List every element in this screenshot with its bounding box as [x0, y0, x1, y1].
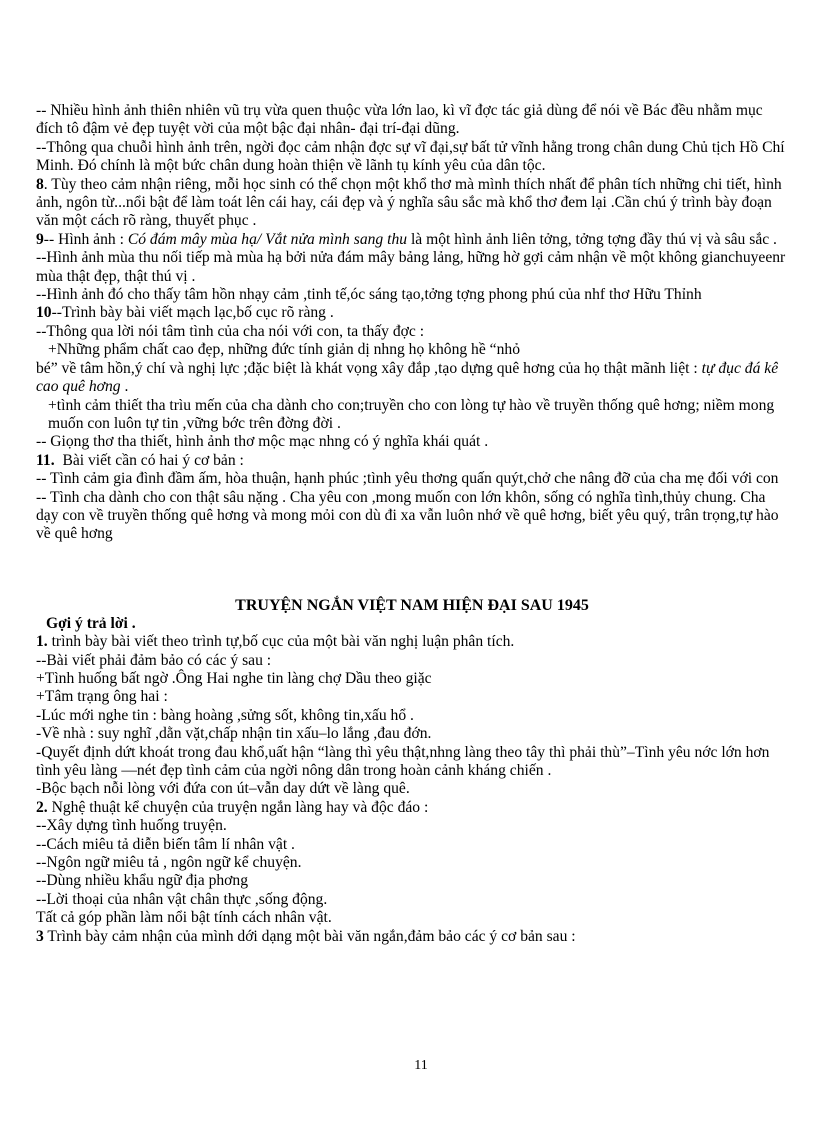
paragraph-text: --Trình bày bài viết mạch lạc,bố cục rõ ràng .: [51, 304, 334, 322]
item-number: 11.: [36, 451, 55, 469]
item-number: 10: [36, 304, 52, 322]
paragraph: --Thông qua chuỗi hình ảnh trên, ngời đọc cảm nhận đợc sự vĩ đại,sự bất tử vĩnh hằng trong chân dung Chủ tịch Hồ Chí Minh. Đó chính là một bức chân dung hoàn thiện về lãnh tụ kính yêu của dân tộc.: [36, 138, 785, 175]
paragraph: --Hình ảnh mùa thu nối tiếp mà mùa hạ bởi nửa đám mây bảng lảng, hững hờ gợi cảm nhận về một không gianchuyeenr mùa thật đẹp, thật thú vị .: [36, 249, 786, 285]
paragraph: -- Tình cha dành cho con thật sâu nặng . Cha yêu con ,mong muốn con lớn khôn, sống có nghĩa tình,thủy chung. Cha dạy con về truyền thống quê hơng và mong mỏi con dù đi xa vẫn luôn nhớ về quê hơng, biết yêu quý, trân trọng,tự hào về quê hơng: [36, 488, 779, 543]
paragraph: --Thông qua lời nói tâm tình của cha nói với con, ta thấy đợc :: [36, 322, 425, 340]
quote-text: Có đám mây mùa hạ/ Vắt nửa mình sang thu: [127, 230, 408, 248]
paragraph: +tình cảm thiết tha trìu mến của cha dành cho con;truyền cho con lòng tự hào về truyền thống quê hơng; niềm mong muốn con luôn tự tin ,vững bớc trên đờng đời .: [48, 396, 775, 432]
paragraph-text: trình bày bài viết theo trình tự,bố cục của một bài văn nghị luận phân tích.: [47, 633, 515, 651]
paragraph-10: [36, 304, 788, 322]
section-spacer: [36, 544, 788, 596]
paragraph: -Về nhà : suy nghĩ ,dằn vặt,chấp nhận tin xấu–lo lắng ,đau đớn.: [36, 725, 432, 743]
paragraph: Tất cả góp phần làm nổi bật tính cách nhân vật.: [36, 909, 332, 927]
paragraph: --Ngôn ngữ miêu tả , ngôn ngữ kể chuyện.: [36, 854, 302, 872]
paragraph-11: [36, 452, 788, 470]
paragraph: --Hình ảnh đó cho thấy tâm hồn nhạy cảm ,tinh tế,óc sáng tạo,tởng tợng phong phú của nhf thơ Hữu Thỉnh: [36, 286, 702, 304]
paragraph: +Những phẩm chất cao đẹp, những đức tính giản dị nhng họ không hề “nhỏ: [48, 341, 520, 359]
paragraph: -Lúc mới nghe tin : bàng hoàng ,sửng sốt, không tin,xấu hổ .: [36, 706, 414, 724]
paragraph: --Cách miêu tả diễn biến tâm lí nhân vật .: [36, 835, 295, 853]
paragraph-text: .: [120, 378, 129, 396]
answer-1: [36, 633, 788, 651]
paragraph: -Bộc bạch nỗi lòng với đứa con út–vẫn day dứt về làng quê.: [36, 780, 410, 798]
paragraph: --Xây dựng tình huống truyện.: [36, 817, 227, 835]
paragraph-text: Nghệ thuật kể chuyện của truyện ngắn làng hay và độc đáo :: [47, 798, 429, 816]
hint-heading: [36, 615, 788, 633]
answer-2: [36, 799, 788, 817]
paragraph-text: -- Hình ảnh :: [43, 230, 128, 248]
paragraph-text: là một hình ảnh liên tởng, tởng tợng đầy thú vị và sâu sắc .: [407, 230, 777, 248]
item-number: 3: [36, 927, 44, 945]
paragraph: --Bài viết phải đảm bảo có các ý sau :: [36, 651, 272, 669]
quote-text: tự đục đá kê cao quê hơng: [36, 359, 779, 396]
paragraph: [36, 360, 788, 397]
item-number: 8: [36, 175, 44, 193]
paragraph-8: [36, 176, 788, 231]
answer-3: [36, 928, 788, 946]
paragraph: -Quyết định dứt khoát trong đau khổ,uất hận “làng thì yêu thật,nhng làng theo tây thì phải thù”–Tình yêu nớc lớn hơn tình yêu làng —nét đẹp tình cảm của ngời nông dân trong hoàn cảnh kháng chiến .: [36, 743, 770, 779]
paragraph: +Tình huống bất ngờ .Ông Hai nghe tin làng chợ Dầu theo giặc: [36, 669, 432, 687]
paragraph: --Lời thoại của nhân vật chân thực ,sống động.: [36, 890, 328, 908]
document-body: [36, 102, 788, 946]
paragraph: --Dùng nhiều khẩu ngữ địa phơng: [36, 872, 249, 890]
paragraph: -- Tình cảm gia đình đầm ấm, hòa thuận, hạnh phúc ;tình yêu thơng quấn quýt,chở che nâng đỡ của cha mẹ đối với con: [36, 470, 779, 488]
section-title: TRUYỆN NGẮN VIỆT NAM HIỆN ĐẠI SAU 1945: [235, 596, 589, 614]
item-number: 1.: [36, 633, 48, 651]
hint-label: Gợi ý trả lời .: [46, 614, 136, 632]
paragraph: -- Nhiều hình ảnh thiên nhiên vũ trụ vừa quen thuộc vừa lớn lao, kì vĩ đợc tác giả dùng để nói về Bác đều nhằm mục đích tô đậm vẻ đẹp tuyệt vời của một bậc đại nhân- đại trí-đại dũng.: [36, 102, 763, 138]
item-number: 2.: [36, 798, 48, 816]
paragraph-text: bé” về tâm hồn,ý chí và nghị lực ;đặc biệt là khát vọng xây đắp ,tạo dựng quê hơng của họ thật mãnh liệt :: [36, 359, 702, 377]
paragraph: -- Giọng thơ tha thiết, hình ảnh thơ mộc mạc nhng có ý nghĩa khái quát .: [36, 433, 489, 451]
paragraph-text: Bài viết cần có hai ý cơ bản :: [62, 451, 244, 469]
paragraph-9: [36, 231, 788, 249]
paragraph-text: Trình bày cảm nhận của mình dới dạng một bài văn ngắn,đảm bảo các ý cơ bản sau :: [43, 927, 576, 945]
paragraph: +Tâm trạng ông hai :: [36, 688, 168, 706]
paragraph-text: . Tùy theo cảm nhận riêng, mỗi học sinh có thể chọn một khổ thơ mà mình thích nhất để phân tích những chi tiết, hình ảnh, ngôn từ...nổi bật để làm toát lên cái hay, cái đẹp và ý nghĩa sâu sắc mà khổ thơ đem lại .Cần chú ý trình bày đoạn văn một cách rõ ràng, thuyết phục .: [36, 175, 782, 230]
item-number: 9: [36, 230, 44, 248]
page-number: 11: [414, 1058, 428, 1073]
